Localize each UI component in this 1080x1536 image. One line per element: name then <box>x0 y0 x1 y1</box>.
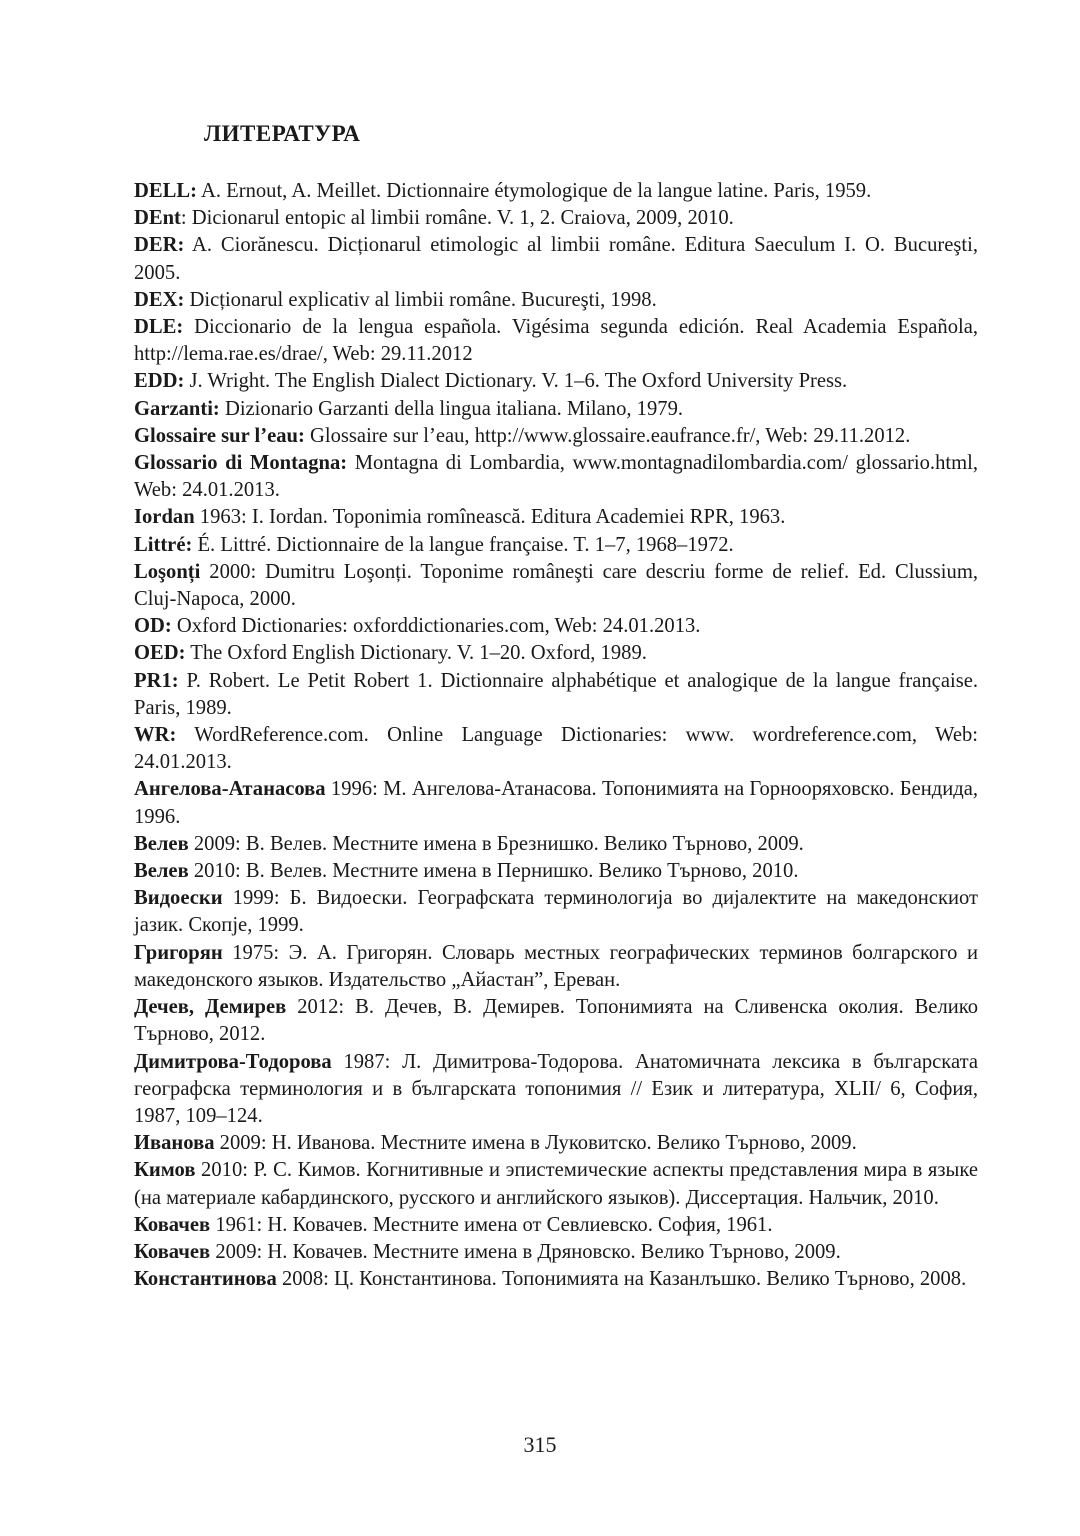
entry-text: 2000: Dumitru Loşonți. Toponime româneşti care descriu forme de relief. Ed. Clussium, Cluj-Napoca, 2000. <box>134 560 978 611</box>
bibliography-entry <box>134 831 978 858</box>
entry-abbreviation: WR: <box>134 724 177 747</box>
entry-text: 2010: Р. С. Кимов. Когнитивные и эпистемические аспекты представления мира в языке (на материале кабардинского, русского и английского языков). Диссертация. Нальчик, 2010. <box>134 1159 978 1209</box>
page-number: 315 <box>523 1432 557 1457</box>
bibliography-entry <box>134 232 978 286</box>
bibliography-entry <box>134 1130 978 1157</box>
bibliography-entry <box>134 994 978 1048</box>
bibliography-entry <box>134 178 978 205</box>
bibliography-entry <box>134 776 978 830</box>
entry-text: The Oxford English Dictionary. V. 1–20. Oxford, 1989. <box>185 642 647 665</box>
entry-text: 2009: Н. Иванова. Местните имена в Луковитско. Велико Търново, 2009. <box>214 1132 857 1155</box>
entry-text: 1961: Н. Ковачев. Местните имена от Севлиевско. София, 1961. <box>210 1213 773 1236</box>
bibliography-list <box>134 178 978 1293</box>
entry-text: A. Ciorănescu. Dicționarul etimologic al limbii române. Editura Saeculum I. O. Bucureşti, 2005. <box>134 234 978 284</box>
entry-abbreviation: OED: <box>134 642 186 665</box>
entry-abbreviation: Littré: <box>134 533 193 556</box>
bibliography-entry <box>134 1212 978 1239</box>
entry-abbreviation: DLE: <box>134 316 184 339</box>
entry-abbreviation: EDD: <box>134 370 185 393</box>
bibliography-entry <box>134 1239 978 1266</box>
bibliography-entry <box>134 423 978 450</box>
entry-text: 2009: Н. Ковачев. Местните имена в Дряновско. Велико Търново, 2009. <box>210 1240 841 1263</box>
bibliography-entry <box>134 396 978 423</box>
entry-author: Григорян <box>134 941 223 964</box>
bibliography-entry <box>134 640 978 667</box>
entry-text: 1975: Э. А. Григорян. Словарь местных географических терминов болгарского и македонского языков. Издательство „Айастан”, Ереван. <box>134 941 978 991</box>
entry-author: Ангелова-Атанасова <box>134 778 326 801</box>
entry-text: A. Ernout, A. Meillet. Dictionnaire étymologique de la langue latine. Paris, 1959. <box>196 180 872 202</box>
entry-text: : Dicionarul entopic al limbii române. V. 1, 2. Craiova, 2009, 2010. <box>180 207 734 230</box>
entry-author: Кимов <box>134 1159 196 1182</box>
entry-text: 2010: В. Велев. Местните имена в Пернишко. Велико Търново, 2010. <box>188 860 799 883</box>
entry-text: Glossaire sur l’eau, http://www.glossaire.eaufrance.fr/, Web: 29.11.2012. <box>304 424 911 447</box>
entry-text: 1999: Б. Видоески. Географската терминологија во дијалектите на македонскиот јазик. Скопје, 1999. <box>134 887 978 937</box>
entry-text: 2008: Ц. Константинова. Топонимията на Казанлъшко. Велико Търново, 2008. <box>276 1268 967 1291</box>
bibliography-entry <box>134 1049 978 1131</box>
entry-text: Montagna di Lombardia, www.montagnadilombardia.com/ glossario.html, Web: 24.01.2013. <box>134 452 978 502</box>
entry-text: J. Wright. The English Dialect Dictionary. V. 1–6. The Oxford University Press. <box>184 370 848 393</box>
entry-abbreviation: DELL: <box>134 180 197 202</box>
entry-text: 2009: В. Велев. Местните имена в Брезнишко. Велико Търново, 2009. <box>188 832 804 855</box>
entry-author: Константинова <box>134 1268 277 1291</box>
entry-author: Дечев, Демирев <box>134 996 287 1019</box>
entry-abbreviation: Iordan <box>134 506 195 529</box>
entry-author: Видоески <box>134 887 223 910</box>
bibliography-entry <box>134 613 978 640</box>
entry-text: Oxford Dictionaries: oxforddictionaries.com, Web: 24.01.2013. <box>171 615 701 638</box>
entry-abbreviation: PR1: <box>134 669 179 692</box>
bibliography-entry <box>134 205 978 232</box>
bibliography-entry <box>134 722 978 776</box>
bibliography-entry <box>134 504 978 531</box>
entry-abbreviation: Garzanti: <box>134 397 220 420</box>
entry-abbreviation: Glossario di Montagna: <box>134 452 348 475</box>
bibliography-entry <box>134 1266 978 1293</box>
entry-abbreviation: DEX: <box>134 288 185 311</box>
entry-text: Dizionario Garzanti della lingua italiana. Milano, 1979. <box>219 397 684 420</box>
bibliography-entry <box>134 368 978 395</box>
entry-text: Dicționarul explicativ al limbii române. Bucureşti, 1998. <box>184 288 657 311</box>
entry-text: 1987: Л. Димитрова-Тодорова. Анатомичната лексика в българската географска терминология и в българската топонимия // Език и литература, XLII/ 6, София, 1987, 109–124. <box>134 1050 978 1127</box>
entry-text: Diccionario de la lengua española. Vigésima segunda edición. Real Academia Española, http://lema.rae.es/drae/, Web: 29.11.2012 <box>134 316 978 366</box>
entry-abbreviation: OD: <box>134 615 172 638</box>
entry-text: P. Robert. Le Petit Robert 1. Dictionnaire alphabétique et analogique de la langue française. Paris, 1989. <box>134 669 978 719</box>
entry-abbreviation: Loşonți <box>134 560 201 583</box>
entry-author: Ковачев <box>134 1213 211 1236</box>
entry-abbreviation: DEnt <box>134 207 181 230</box>
entry-text: 1963: I. Iordan. Toponimia romînească. Editura Academiei RPR, 1963. <box>194 506 786 529</box>
entry-author: Ковачев <box>134 1240 211 1263</box>
bibliography-entry <box>134 532 978 559</box>
page-title: ЛИТЕРАТУРА <box>204 121 361 146</box>
entry-text: 2012: В. Дечев, В. Демирев. Топонимията на Сливенска околия. Велико Търново, 2012. <box>134 996 978 1046</box>
entry-text: 1996: М. Ангелова-Атанасова. Топонимията на Горнооряховско. Бендида, 1996. <box>134 778 978 828</box>
entry-author: Велев <box>134 832 189 855</box>
bibliography-entry <box>134 314 978 368</box>
entry-author: Иванова <box>134 1132 215 1155</box>
bibliography-entry <box>134 450 978 504</box>
bibliography-entry <box>134 858 978 885</box>
bibliography-entry <box>134 940 978 994</box>
bibliography-entry <box>134 287 978 314</box>
bibliography-entry <box>134 559 978 613</box>
entry-abbreviation: Glossaire sur l’eau: <box>134 424 305 447</box>
bibliography-entry <box>134 668 978 722</box>
entry-author: Велев <box>134 860 189 883</box>
bibliography-entry <box>134 885 978 939</box>
entry-author: Димитрова-Тодорова <box>134 1050 332 1073</box>
bibliography-entry <box>134 1157 978 1211</box>
entry-abbreviation: DER: <box>134 234 185 257</box>
entry-text: É. Littré. Dictionnaire de la langue française. T. 1–7, 1968–1972. <box>192 533 734 556</box>
entry-text: WordReference.com. Online Language Dictionaries: www. wordreference.com, Web: 24.01.2013. <box>134 724 978 774</box>
